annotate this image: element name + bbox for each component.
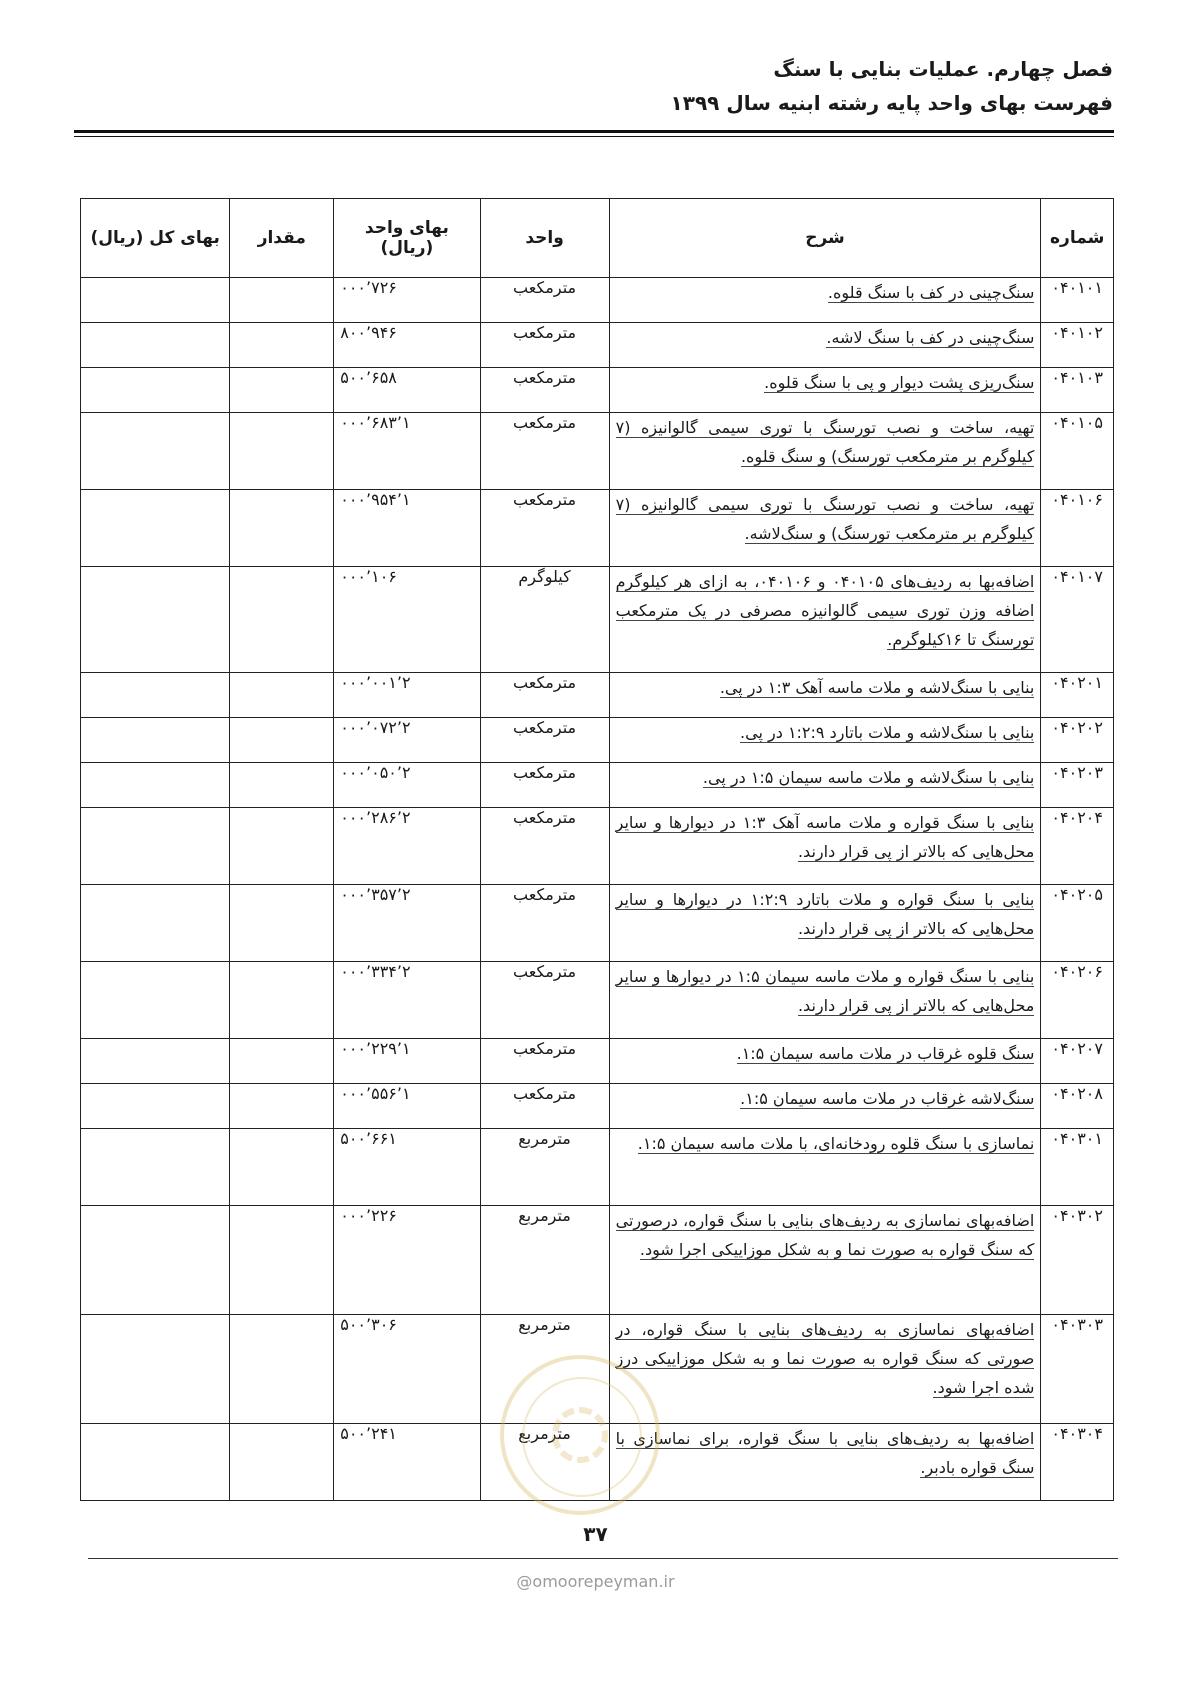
row-quantity — [230, 278, 334, 323]
table-row — [81, 1129, 1114, 1206]
row-unit-price: ۲’۰۰۱’۰۰۰ — [334, 673, 480, 718]
row-code: ۰۴۰۲۰۲ — [1041, 718, 1114, 763]
table-row — [81, 413, 1114, 490]
row-code: ۰۴۰۳۰۲ — [1041, 1206, 1114, 1315]
row-description-text: اضافه‌بها به ردیف‌های بنایی با سنگ قواره، برای نماسازی با سنگ قواره بادبر. — [615, 1429, 1035, 1477]
row-description-text: تهیه، ساخت و نصب تورسنگ با توری سیمی گالوانیزه (۷ کیلوگرم بر مترمکعب تورسنگ) و سنگ‌لاشه. — [615, 495, 1035, 543]
row-unit-price: ۲’۰۷۲’۰۰۰ — [334, 718, 480, 763]
header-description: شرح — [609, 199, 1041, 278]
row-unit: مترمکعب — [480, 763, 609, 808]
row-total-price — [81, 808, 230, 885]
header-unit: واحد — [480, 199, 609, 278]
row-unit: مترمکعب — [480, 368, 609, 413]
row-unit: مترمکعب — [480, 885, 609, 962]
row-description — [609, 885, 1041, 962]
row-code: ۰۴۰۲۰۷ — [1041, 1039, 1114, 1084]
watermark-seal — [500, 1355, 660, 1515]
row-total-price — [81, 673, 230, 718]
row-code: ۰۴۰۲۰۴ — [1041, 808, 1114, 885]
chapter-title: فصل چهارم. عملیات بنایی با سنگ — [773, 57, 1113, 81]
row-code: ۰۴۰۱۰۵ — [1041, 413, 1114, 490]
row-quantity — [230, 1315, 334, 1424]
header-total-price: بهای کل (ریال) — [81, 199, 230, 278]
row-quantity — [230, 567, 334, 673]
table-row — [81, 673, 1114, 718]
row-unit-price: ۲’۲۸۶’۰۰۰ — [334, 808, 480, 885]
row-total-price — [81, 1039, 230, 1084]
row-code: ۰۴۰۲۰۵ — [1041, 885, 1114, 962]
row-total-price — [81, 1315, 230, 1424]
row-unit-price: ۹۴۶’۸۰۰ — [334, 323, 480, 368]
row-code: ۰۴۰۱۰۳ — [1041, 368, 1114, 413]
row-description — [609, 368, 1041, 413]
row-quantity — [230, 413, 334, 490]
row-quantity — [230, 673, 334, 718]
row-quantity — [230, 490, 334, 567]
table-row — [81, 323, 1114, 368]
row-quantity — [230, 323, 334, 368]
row-description-text: سنگ‌چینی در کف با سنگ لاشه. — [826, 328, 1035, 347]
table-row — [81, 368, 1114, 413]
row-quantity — [230, 718, 334, 763]
row-unit-price: ۳۰۶’۵۰۰ — [334, 1315, 480, 1424]
row-total-price — [81, 1084, 230, 1129]
row-unit-price: ۲’۳۵۷’۰۰۰ — [334, 885, 480, 962]
watermark-gear-icon — [552, 1407, 608, 1463]
header-rule-thin — [74, 136, 1114, 137]
row-quantity — [230, 808, 334, 885]
row-code: ۰۴۰۱۰۷ — [1041, 567, 1114, 673]
row-total-price — [81, 278, 230, 323]
table-header-row — [81, 199, 1114, 278]
table-row — [81, 962, 1114, 1039]
row-total-price — [81, 763, 230, 808]
row-description — [609, 1084, 1041, 1129]
page-header — [63, 52, 1113, 120]
row-code: ۰۴۰۱۰۶ — [1041, 490, 1114, 567]
row-description — [609, 1039, 1041, 1084]
row-quantity — [230, 368, 334, 413]
row-description-text: بنایی با سنگ‌لاشه و ملات ماسه سیمان ۱:۵ در پی. — [702, 768, 1035, 787]
row-unit-price: ۷۲۶’۰۰۰ — [334, 278, 480, 323]
row-unit-price: ۲’۰۵۰’۰۰۰ — [334, 763, 480, 808]
row-quantity — [230, 1424, 334, 1501]
row-description-text: سنگ‌لاشه غرقاب در ملات ماسه سیمان ۱:۵. — [740, 1089, 1035, 1108]
row-description — [609, 323, 1041, 368]
row-unit: مترمکعب — [480, 413, 609, 490]
table-row — [81, 808, 1114, 885]
row-code: ۰۴۰۱۰۲ — [1041, 323, 1114, 368]
row-quantity — [230, 1129, 334, 1206]
row-quantity — [230, 1039, 334, 1084]
row-unit-price: ۶۶۱’۵۰۰ — [334, 1129, 480, 1206]
row-description-text: بنایی با سنگ قواره و ملات ماسه سیمان ۱:۵ در دیوارها و سایر محل‌هایی که بالاتر از پی قرار دارند. — [615, 967, 1035, 1015]
row-description — [609, 278, 1041, 323]
row-description — [609, 1129, 1041, 1206]
row-code: ۰۴۰۲۰۶ — [1041, 962, 1114, 1039]
row-description — [609, 763, 1041, 808]
row-unit: مترمکعب — [480, 490, 609, 567]
row-total-price — [81, 490, 230, 567]
table-row — [81, 763, 1114, 808]
row-unit: مترمکعب — [480, 323, 609, 368]
row-description-text: بنایی با سنگ قواره و ملات ماسه آهک ۱:۳ در دیوارها و سایر محل‌هایی که بالاتر از پی قرار دارند. — [615, 813, 1035, 861]
row-unit-price: ۱’۵۵۶’۰۰۰ — [334, 1084, 480, 1129]
row-total-price — [81, 962, 230, 1039]
row-description — [609, 1424, 1041, 1501]
row-quantity — [230, 763, 334, 808]
row-unit: مترمکعب — [480, 278, 609, 323]
row-description — [609, 962, 1041, 1039]
row-unit: مترمکعب — [480, 1084, 609, 1129]
row-description — [609, 1206, 1041, 1315]
table-row — [81, 490, 1114, 567]
row-total-price — [81, 413, 230, 490]
header-unit-price: بهای واحد (ریال) — [334, 199, 480, 278]
row-unit-price: ۶۵۸’۵۰۰ — [334, 368, 480, 413]
row-unit-price: ۲۲۶’۰۰۰ — [334, 1206, 480, 1315]
row-total-price — [81, 368, 230, 413]
row-description — [609, 808, 1041, 885]
table-row — [81, 1206, 1114, 1315]
row-unit: کیلوگرم — [480, 567, 609, 673]
row-unit: مترمکعب — [480, 962, 609, 1039]
row-quantity — [230, 1206, 334, 1315]
header-code: شماره — [1041, 199, 1114, 278]
table-row — [81, 567, 1114, 673]
row-unit-price: ۱۰۶’۰۰۰ — [334, 567, 480, 673]
site-watermark-text: @omoorepeyman.ir — [516, 1572, 675, 1591]
row-description-text: اضافه‌بهای نماسازی به ردیف‌های بنایی با سنگ قواره، درصورتی که سنگ قواره به صورت نما و به شکل موزاییکی اجرا شود. — [615, 1211, 1035, 1259]
row-unit-price: ۱’۲۲۹’۰۰۰ — [334, 1039, 480, 1084]
row-code: ۰۴۰۱۰۱ — [1041, 278, 1114, 323]
row-description — [609, 413, 1041, 490]
row-quantity — [230, 885, 334, 962]
row-total-price — [81, 1206, 230, 1315]
footer-rule — [88, 1558, 1118, 1559]
row-unit: مترمربع — [480, 1206, 609, 1315]
row-quantity — [230, 962, 334, 1039]
row-description-text: نماسازی با سنگ قلوه رودخانه‌ای، با ملات ماسه سیمان ۱:۵. — [637, 1134, 1035, 1153]
row-unit-price: ۲۴۱’۵۰۰ — [334, 1424, 480, 1501]
row-description-text: بنایی با سنگ‌لاشه و ملات ماسه آهک ۱:۳ در پی. — [719, 678, 1035, 697]
row-description-text: بنایی با سنگ‌لاشه و ملات باتارد ۱:۲:۹ در پی. — [740, 723, 1035, 742]
row-unit: مترمکعب — [480, 718, 609, 763]
table-row — [81, 1084, 1114, 1129]
row-description-text: اضافه‌بهای نماسازی به ردیف‌های بنایی با سنگ قواره، در صورتی که سنگ قواره به صورت نما و به شکل موزاییکی درز شده اجرا شود. — [615, 1320, 1035, 1397]
row-description — [609, 567, 1041, 673]
row-code: ۰۴۰۳۰۱ — [1041, 1129, 1114, 1206]
header-rule-thick — [74, 130, 1114, 133]
row-total-price — [81, 885, 230, 962]
row-total-price — [81, 323, 230, 368]
header-quantity: مقدار — [230, 199, 334, 278]
row-total-price — [81, 1129, 230, 1206]
row-unit: مترمربع — [480, 1315, 609, 1424]
row-unit: مترمکعب — [480, 808, 609, 885]
row-description — [609, 718, 1041, 763]
table-row — [81, 1039, 1114, 1084]
row-description-text: بنایی با سنگ قواره و ملات باتارد ۱:۲:۹ در دیوارها و سایر محل‌هایی که بالاتر از پی قرار دارند. — [615, 890, 1035, 938]
row-unit: مترمکعب — [480, 673, 609, 718]
row-unit-price: ۱’۶۸۳’۰۰۰ — [334, 413, 480, 490]
row-code: ۰۴۰۲۰۸ — [1041, 1084, 1114, 1129]
row-description-text: اضافه‌بها به ردیف‌های ۰۴۰۱۰۵ و ۰۴۰۱۰۶، به ازای هر کیلوگرم اضافه وزن توری سیمی گالوانیزه مصرفی در یک مترمکعب تورسنگ تا ۱۶کیلوگرم. — [615, 572, 1035, 649]
row-total-price — [81, 567, 230, 673]
table-row — [81, 278, 1114, 323]
row-description — [609, 673, 1041, 718]
row-code: ۰۴۰۳۰۳ — [1041, 1315, 1114, 1424]
row-unit: مترمربع — [480, 1129, 609, 1206]
page-number: ۳۷ — [583, 1522, 608, 1546]
row-code: ۰۴۰۳۰۴ — [1041, 1424, 1114, 1501]
table-row — [81, 885, 1114, 962]
price-list-title: فهرست بهای واحد پایه رشته ابنیه سال ۱۳۹۹ — [670, 91, 1113, 115]
row-description-text: تهیه، ساخت و نصب تورسنگ با توری سیمی گالوانیزه (۷ کیلوگرم بر مترمکعب تورسنگ) و سنگ قلوه. — [615, 418, 1035, 466]
table-row — [81, 718, 1114, 763]
row-description — [609, 1315, 1041, 1424]
price-table — [80, 198, 1114, 1501]
row-description-text: سنگ‌چینی در کف با سنگ قلوه. — [827, 283, 1035, 302]
row-total-price — [81, 1424, 230, 1501]
row-total-price — [81, 718, 230, 763]
row-description-text: سنگ‌ریزی پشت دیوار و پی با سنگ قلوه. — [764, 373, 1035, 392]
row-code: ۰۴۰۲۰۳ — [1041, 763, 1114, 808]
row-unit: مترمکعب — [480, 1039, 609, 1084]
row-description — [609, 490, 1041, 567]
row-description-text: سنگ قلوه غرقاب در ملات ماسه سیمان ۱:۵. — [736, 1044, 1035, 1063]
row-unit-price: ۱’۹۵۴’۰۰۰ — [334, 490, 480, 567]
row-unit-price: ۲’۳۳۴’۰۰۰ — [334, 962, 480, 1039]
row-quantity — [230, 1084, 334, 1129]
row-code: ۰۴۰۲۰۱ — [1041, 673, 1114, 718]
row-unit: مترمربع — [480, 1424, 609, 1501]
